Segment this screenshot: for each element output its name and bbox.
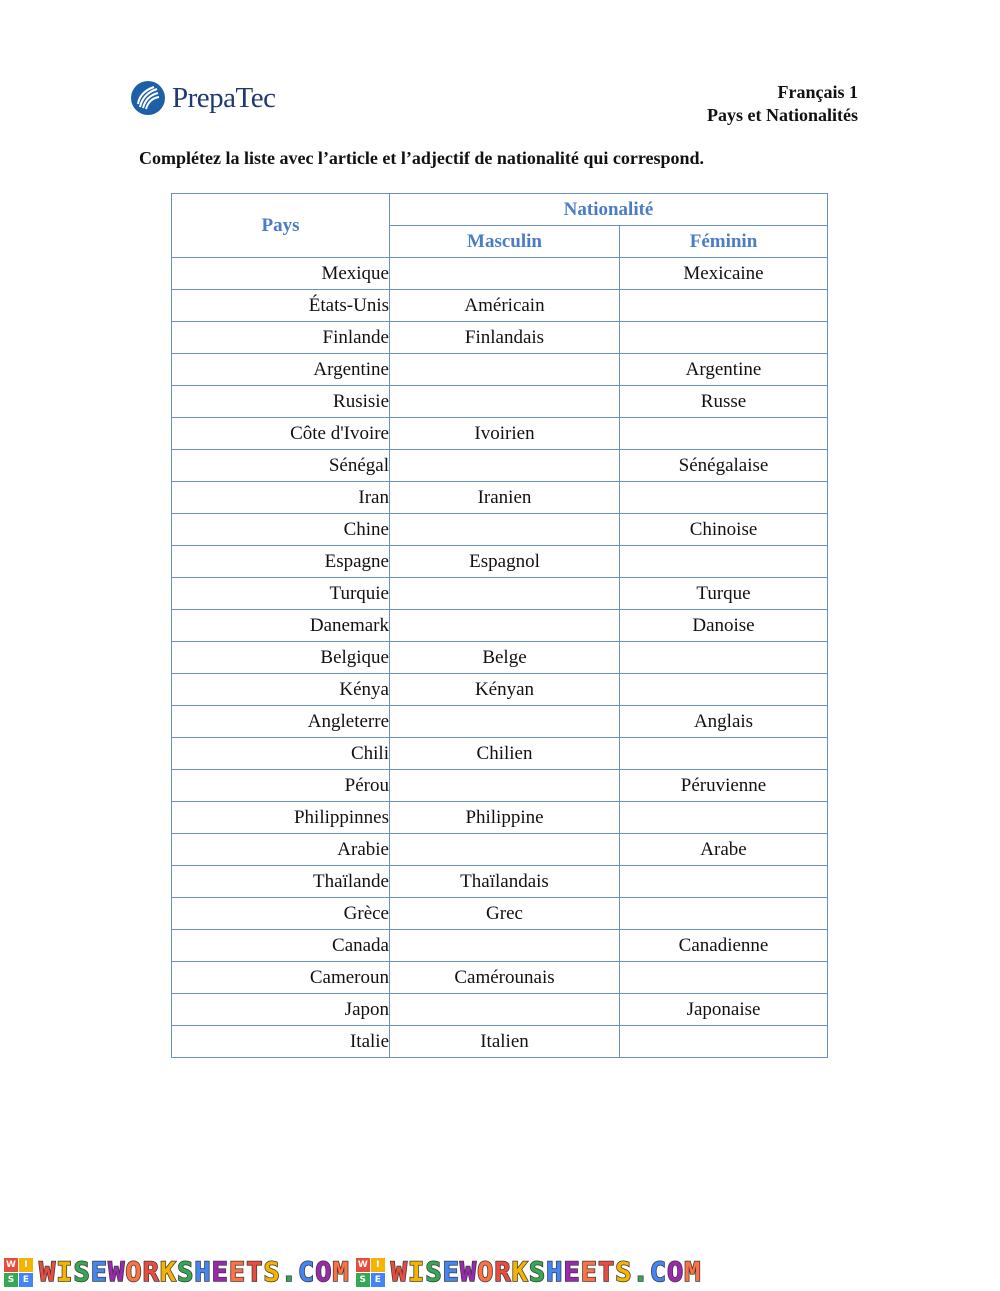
masculine-cell: Espagnol [390,546,620,578]
feminine-cell [620,898,828,930]
country-cell: Arabie [172,834,390,866]
country-cell: Canada [172,930,390,962]
country-cell: Mexique [172,258,390,290]
table-row [172,802,828,834]
masculine-cell [390,578,620,610]
table-row [172,834,828,866]
feminine-cell [620,866,828,898]
country-cell: Finlande [172,322,390,354]
table-row [172,418,828,450]
masculine-cell [390,770,620,802]
table-row [172,610,828,642]
watermark-footer [0,1253,1000,1291]
prepatec-logo [130,80,275,116]
feminine-cell: Danoise [620,610,828,642]
country-cell: Angleterre [172,706,390,738]
country-cell: Italie [172,1026,390,1058]
nationality-table [171,193,828,1058]
header-pays: Pays [172,194,390,258]
document-header [707,81,858,127]
feminine-cell [620,418,828,450]
table-row [172,1026,828,1058]
masculine-cell: Philippine [390,802,620,834]
country-cell: Cameroun [172,962,390,994]
feminine-cell: Turque [620,578,828,610]
feminine-cell: Sénégalaise [620,450,828,482]
masculine-cell: Belge [390,642,620,674]
table-row [172,450,828,482]
table-row [172,354,828,386]
masculine-cell: Américain [390,290,620,322]
masculine-cell [390,450,620,482]
feminine-cell: Péruvienne [620,770,828,802]
table-row [172,962,828,994]
masculine-cell [390,514,620,546]
country-cell: Grèce [172,898,390,930]
wise-badge-icon: W I S E [4,1258,33,1287]
country-cell: Kénya [172,674,390,706]
feminine-cell [620,290,828,322]
masculine-cell: Grec [390,898,620,930]
feminine-cell [620,642,828,674]
feminine-cell [620,546,828,578]
instruction-text: Complétez la liste avec l’article et l’adjectif de nationalité qui correspond. [139,148,705,168]
table-row [172,930,828,962]
masculine-cell [390,386,620,418]
table-row [172,674,828,706]
masculine-cell [390,258,620,290]
table-row [172,738,828,770]
table-row [172,258,828,290]
masculine-cell: Finlandais [390,322,620,354]
header-masculin: Masculin [390,226,620,258]
feminine-cell [620,962,828,994]
country-cell: Thaïlande [172,866,390,898]
table-row [172,866,828,898]
country-cell: États-Unis [172,290,390,322]
country-cell: Chili [172,738,390,770]
masculine-cell: Thaïlandais [390,866,620,898]
table-row [172,994,828,1026]
table-row [172,706,828,738]
masculine-cell: Iranien [390,482,620,514]
country-cell: Pérou [172,770,390,802]
wise-badge-icon: W I S E [356,1258,385,1287]
country-cell: Espagne [172,546,390,578]
country-cell: Chine [172,514,390,546]
country-cell: Sénégal [172,450,390,482]
feminine-cell: Russe [620,386,828,418]
topic-title: Pays et Nationalités [707,105,858,125]
feminine-cell: Canadienne [620,930,828,962]
country-cell: Iran [172,482,390,514]
feminine-cell: Anglais [620,706,828,738]
prepatec-flame-icon [130,80,166,116]
watermark-text: WISEWORKSHEETS.COM [390,1256,702,1288]
masculine-cell [390,994,620,1026]
header-feminin: Féminin [620,226,828,258]
masculine-cell: Chilien [390,738,620,770]
masculine-cell: Italien [390,1026,620,1058]
feminine-cell [620,738,828,770]
masculine-cell: Camérounais [390,962,620,994]
feminine-cell: Chinoise [620,514,828,546]
masculine-cell [390,354,620,386]
country-cell: Argentine [172,354,390,386]
country-cell: Turquie [172,578,390,610]
masculine-cell [390,610,620,642]
table-body [172,258,828,1058]
masculine-cell [390,706,620,738]
brand-name: PrepaTec [172,81,276,114]
table-row [172,386,828,418]
masculine-cell [390,834,620,866]
table-row [172,322,828,354]
country-cell: Philippinnes [172,802,390,834]
masculine-cell: Ivoirien [390,418,620,450]
table-row [172,642,828,674]
country-cell: Japon [172,994,390,1026]
feminine-cell [620,482,828,514]
table-row [172,290,828,322]
feminine-cell [620,674,828,706]
table-row [172,546,828,578]
course-title: Français 1 [777,82,858,102]
country-cell: Côte d'Ivoire [172,418,390,450]
feminine-cell: Argentine [620,354,828,386]
table-row [172,770,828,802]
masculine-cell [390,930,620,962]
feminine-cell: Arabe [620,834,828,866]
country-cell: Danemark [172,610,390,642]
feminine-cell [620,802,828,834]
feminine-cell [620,322,828,354]
feminine-cell [620,1026,828,1058]
masculine-cell: Kényan [390,674,620,706]
table-row [172,482,828,514]
header-nationalite: Nationalité [390,194,828,226]
watermark-text: WISEWORKSHEETS.COM [39,1256,350,1288]
table-row [172,898,828,930]
feminine-cell: Japonaise [620,994,828,1026]
feminine-cell: Mexicaine [620,258,828,290]
table-row [172,578,828,610]
country-cell: Belgique [172,642,390,674]
table-row [172,514,828,546]
country-cell: Rusisie [172,386,390,418]
